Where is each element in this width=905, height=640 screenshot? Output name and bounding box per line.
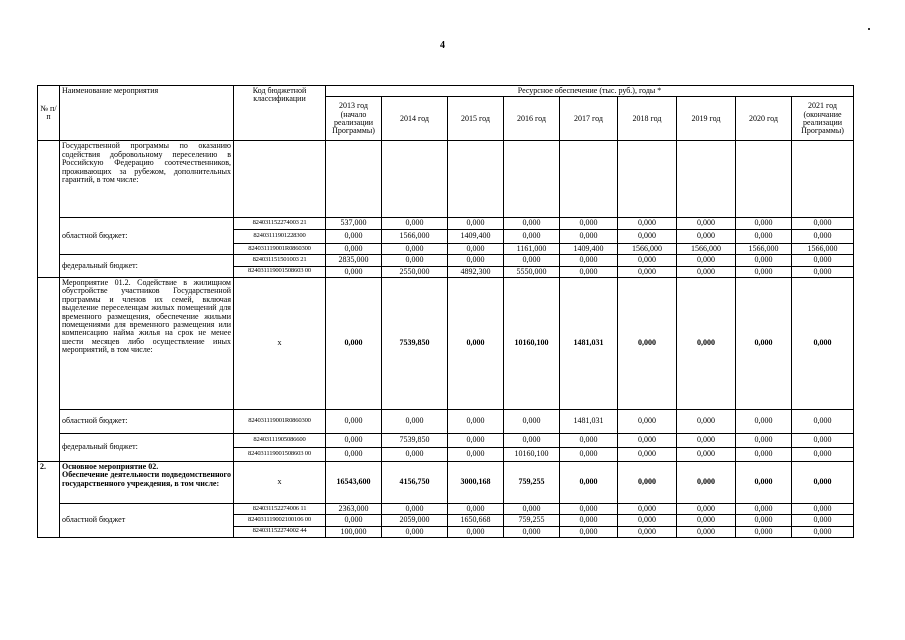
table-row xyxy=(38,409,854,433)
budget-value: 0,000 xyxy=(792,218,854,229)
budget-value: 537,000 xyxy=(326,218,382,229)
header-year: 2014 год xyxy=(382,97,448,141)
measure-description: Мероприятие 01.2. Содействие в жилищном обустройстве участников Государственной программы и членов их семей, включая выделение переселенцам жилых помещений для временного размещения, обеспечение жильми помещениями для временного размещения или компенсацию найма жилья на срок не менее шести месяцев либо осуществление иных мероприятий, в том числе: xyxy=(62,277,231,355)
measure-total-value: 0,000 xyxy=(448,277,504,409)
header-year: 2017 год xyxy=(560,97,618,141)
measure-total-value xyxy=(792,141,854,218)
measure-total-value xyxy=(382,141,448,218)
budget-classification-code: 82403111905086600 xyxy=(234,433,326,447)
budget-value: 1481,031 xyxy=(560,409,618,433)
budget-source-label: областной бюджет: xyxy=(60,218,234,255)
measure-total-value: 0,000 xyxy=(326,277,382,409)
budget-value: 0,000 xyxy=(560,229,618,243)
measure-name xyxy=(60,461,234,503)
budget-source-label: федеральный бюджет: xyxy=(60,433,234,461)
budget-value: 0,000 xyxy=(382,526,448,537)
budget-value: 0,000 xyxy=(560,266,618,277)
budget-value: 0,000 xyxy=(326,229,382,243)
budget-value: 1409,400 xyxy=(560,243,618,254)
measure-total-value: 0,000 xyxy=(618,461,677,503)
measure-total-value: 10160,100 xyxy=(504,277,560,409)
budget-value: 0,000 xyxy=(677,229,736,243)
budget-value: 0,000 xyxy=(736,266,792,277)
budget-value: 0,000 xyxy=(618,229,677,243)
budget-value: 0,000 xyxy=(382,409,448,433)
budget-value: 0,000 xyxy=(448,409,504,433)
budget-value: 0,000 xyxy=(504,218,560,229)
budget-value: 1409,400 xyxy=(448,229,504,243)
table-row xyxy=(38,277,854,409)
budget-source-label: федеральный бюджет: xyxy=(60,255,234,278)
budget-value: 2550,000 xyxy=(382,266,448,277)
budget-value: 1650,668 xyxy=(448,515,504,526)
measure-total-value: 0,000 xyxy=(560,461,618,503)
budget-value: 0,000 xyxy=(792,255,854,266)
budget-value: 0,000 xyxy=(677,447,736,461)
budget-value: 0,000 xyxy=(736,447,792,461)
budget-value: 10160,100 xyxy=(504,447,560,461)
budget-classification-code: 824031119001R0860300 xyxy=(234,243,326,254)
budget-source-label: областной бюджет: xyxy=(60,409,234,433)
measure-total-value: 0,000 xyxy=(736,461,792,503)
row-number xyxy=(38,141,60,278)
budget-value: 0,000 xyxy=(504,409,560,433)
budget-value: 0,000 xyxy=(618,515,677,526)
table-row xyxy=(38,503,854,514)
measure-total-value xyxy=(618,141,677,218)
measure-total-value xyxy=(448,141,504,218)
budget-value: 1566,000 xyxy=(618,243,677,254)
budget-value: 0,000 xyxy=(560,447,618,461)
budget-classification-code: 824031151501003 21 xyxy=(234,255,326,266)
budget-value: 0,000 xyxy=(677,409,736,433)
budget-value: 0,000 xyxy=(677,515,736,526)
row-number xyxy=(38,277,60,461)
table-row xyxy=(38,433,854,447)
budget-classification-code: 824031152274006 11 xyxy=(234,503,326,514)
budget-value: 0,000 xyxy=(504,229,560,243)
budget-value: 0,000 xyxy=(736,515,792,526)
budget-value: 0,000 xyxy=(792,266,854,277)
budget-classification-code: 824031119001R0860300 xyxy=(234,409,326,433)
budget-value: 1566,000 xyxy=(677,243,736,254)
budget-classification-code: 824031152274002 44 xyxy=(234,526,326,537)
measure-code xyxy=(234,141,326,218)
budget-value: 0,000 xyxy=(736,433,792,447)
measure-total-value xyxy=(736,141,792,218)
budget-value: 0,000 xyxy=(736,229,792,243)
measure-total-value: 1481,031 xyxy=(560,277,618,409)
budget-value: 0,000 xyxy=(618,218,677,229)
header-year: 2020 год xyxy=(736,97,792,141)
budget-value: 0,000 xyxy=(326,266,382,277)
budget-value: 0,000 xyxy=(677,503,736,514)
budget-value: 0,000 xyxy=(736,255,792,266)
budget-value: 0,000 xyxy=(326,409,382,433)
measure-name xyxy=(60,277,234,409)
budget-value: 0,000 xyxy=(736,409,792,433)
budget-value: 0,000 xyxy=(618,255,677,266)
budget-classification-code: 82403111901228300 xyxy=(234,229,326,243)
budget-value: 0,000 xyxy=(326,243,382,254)
budget-value: 0,000 xyxy=(326,447,382,461)
measure-total-value: 3000,168 xyxy=(448,461,504,503)
table-body xyxy=(38,86,854,538)
budget-value: 0,000 xyxy=(504,503,560,514)
measure-total-value: 0,000 xyxy=(736,277,792,409)
budget-value: 0,000 xyxy=(677,526,736,537)
budget-value: 1161,000 xyxy=(504,243,560,254)
measure-total-value: 0,000 xyxy=(792,461,854,503)
measure-total-value: 759,255 xyxy=(504,461,560,503)
header-year: 2013 год (начало реализации Программы) xyxy=(326,97,382,141)
row-number: 2. xyxy=(38,461,60,537)
budget-value: 0,000 xyxy=(618,526,677,537)
table-row xyxy=(38,461,854,503)
page-number: 4 xyxy=(440,40,445,51)
budget-value: 0,000 xyxy=(677,433,736,447)
measure-total-value: 0,000 xyxy=(677,277,736,409)
measure-code: x xyxy=(234,277,326,409)
budget-value: 0,000 xyxy=(504,526,560,537)
budget-value: 1566,000 xyxy=(736,243,792,254)
budget-value: 0,000 xyxy=(448,433,504,447)
budget-value: 0,000 xyxy=(560,433,618,447)
budget-value: 2835,000 xyxy=(326,255,382,266)
budget-value: 0,000 xyxy=(677,255,736,266)
budget-value: 0,000 xyxy=(326,433,382,447)
measure-total-value: 7539,850 xyxy=(382,277,448,409)
header-year: 2018 год xyxy=(618,97,677,141)
budget-value: 7539,850 xyxy=(382,433,448,447)
budget-value: 0,000 xyxy=(792,526,854,537)
budget-value: 4892,300 xyxy=(448,266,504,277)
resource-table xyxy=(37,85,854,538)
measure-total-value xyxy=(326,141,382,218)
budget-value: 0,000 xyxy=(382,447,448,461)
header-row-1 xyxy=(38,86,854,97)
budget-value: 0,000 xyxy=(560,526,618,537)
budget-value: 0,000 xyxy=(618,447,677,461)
header-number: № п/ п xyxy=(38,86,60,141)
budget-value: 0,000 xyxy=(382,218,448,229)
measure-total-value xyxy=(504,141,560,218)
measure-total-value xyxy=(677,141,736,218)
budget-value: 0,000 xyxy=(560,218,618,229)
budget-value: 0,000 xyxy=(792,229,854,243)
header-year: 2016 год xyxy=(504,97,560,141)
budget-value: 0,000 xyxy=(382,255,448,266)
budget-value: 0,000 xyxy=(677,266,736,277)
header-name: Наименование мероприятия xyxy=(60,86,234,141)
budget-value: 5550,000 xyxy=(504,266,560,277)
table-row xyxy=(38,218,854,229)
table-row xyxy=(38,141,854,218)
budget-value: 0,000 xyxy=(618,433,677,447)
measure-total-value: 0,000 xyxy=(792,277,854,409)
budget-value: 0,000 xyxy=(736,526,792,537)
budget-value: 0,000 xyxy=(677,218,736,229)
budget-value: 0,000 xyxy=(792,515,854,526)
scan-speck xyxy=(868,28,870,30)
budget-value: 0,000 xyxy=(792,447,854,461)
budget-value: 0,000 xyxy=(736,503,792,514)
measure-description: Государственной программы по оказанию содействия добровольному переселению в Российскую Федерацию соотечественников, проживающих за рубежом, дополнительных гарантий, в том числе: xyxy=(62,141,231,184)
budget-value: 0,000 xyxy=(504,255,560,266)
header-year: 2019 год xyxy=(677,97,736,141)
budget-value: 0,000 xyxy=(326,515,382,526)
budget-value: 2059,000 xyxy=(382,515,448,526)
budget-value: 0,000 xyxy=(618,503,677,514)
measure-total-value: 16543,600 xyxy=(326,461,382,503)
budget-value: 0,000 xyxy=(382,243,448,254)
budget-value: 0,000 xyxy=(448,255,504,266)
budget-value: 100,000 xyxy=(326,526,382,537)
measure-description: Обеспечение деятельности подведомственного государственного учреждения, в том числе: xyxy=(62,470,231,488)
budget-value: 0,000 xyxy=(792,409,854,433)
budget-value: 0,000 xyxy=(448,526,504,537)
table-row xyxy=(38,255,854,266)
budget-value: 1566,000 xyxy=(792,243,854,254)
measure-name xyxy=(60,141,234,218)
measure-total-value: 4156,750 xyxy=(382,461,448,503)
budget-value: 1566,000 xyxy=(382,229,448,243)
budget-value: 0,000 xyxy=(382,503,448,514)
budget-value: 0,000 xyxy=(736,218,792,229)
budget-value: 0,000 xyxy=(448,447,504,461)
budget-classification-code: 824031119001508603 00 xyxy=(234,266,326,277)
budget-classification-code: 824031119001508603 00 xyxy=(234,447,326,461)
header-year: 2021 год (окончание реализации Программы) xyxy=(792,97,854,141)
measure-total-value xyxy=(560,141,618,218)
budget-value: 0,000 xyxy=(618,409,677,433)
budget-value: 0,000 xyxy=(792,503,854,514)
header-year: 2015 год xyxy=(448,97,504,141)
budget-value: 0,000 xyxy=(560,515,618,526)
budget-value: 0,000 xyxy=(448,243,504,254)
budget-source-label: областной бюджет xyxy=(60,503,234,537)
budget-value: 759,255 xyxy=(504,515,560,526)
header-code: Код бюджетной классификации xyxy=(234,86,326,141)
budget-value: 0,000 xyxy=(560,255,618,266)
budget-value: 0,000 xyxy=(504,433,560,447)
budget-value: 0,000 xyxy=(560,503,618,514)
measure-total-value: 0,000 xyxy=(618,277,677,409)
measure-heading: Основное мероприятие 02. xyxy=(62,461,159,471)
budget-value: 0,000 xyxy=(448,218,504,229)
budget-value: 0,000 xyxy=(792,433,854,447)
budget-value: 0,000 xyxy=(618,266,677,277)
budget-value: 2363,000 xyxy=(326,503,382,514)
measure-code: x xyxy=(234,461,326,503)
header-resource: Ресурсное обеспечение (тыс. руб.), годы * xyxy=(326,86,854,97)
budget-classification-code: 824031119002100106 00 xyxy=(234,515,326,526)
budget-classification-code: 824031152274003 21 xyxy=(234,218,326,229)
budget-value: 0,000 xyxy=(448,503,504,514)
measure-total-value: 0,000 xyxy=(677,461,736,503)
